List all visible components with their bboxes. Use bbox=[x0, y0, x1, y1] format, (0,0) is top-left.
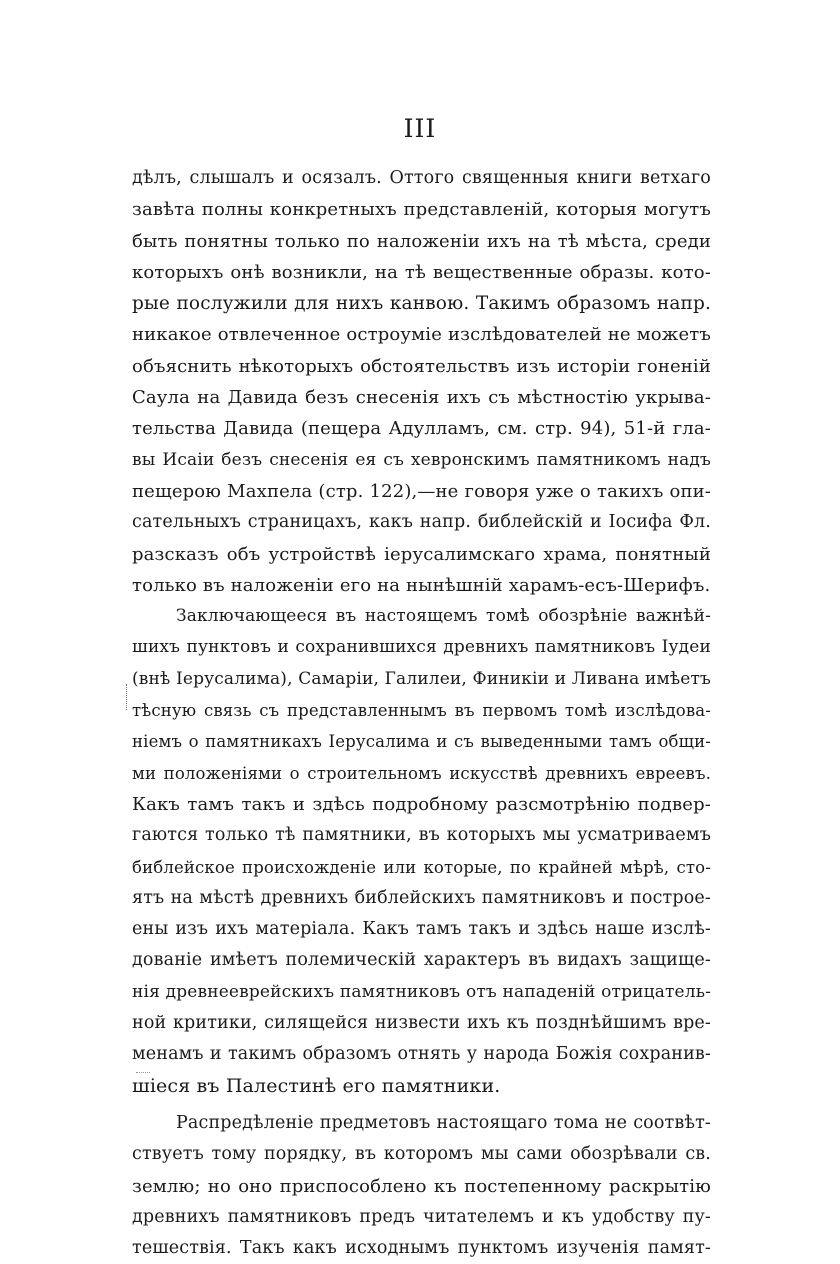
text-line: которыхъ онѣ возникли, на тѣ вещественные образы. кото- bbox=[132, 261, 711, 283]
text-line: завѣта полны конкретныхъ представленій, которыя могутъ bbox=[132, 199, 711, 221]
text-line: гаются только тѣ памятники, въ которыхъ мы усматриваемъ bbox=[132, 825, 711, 846]
print-speck bbox=[136, 1072, 150, 1081]
text-line: ены изъ ихъ матеріала. Какъ тамъ такъ и здѣсь наше изслѣ- bbox=[132, 919, 711, 940]
text-line: тѣсную связь съ представленнымъ въ первомъ томѣ изслѣдова- bbox=[132, 701, 711, 721]
text-line: шихъ пунктовъ и сохранившихся древнихъ памятниковъ Іудеи bbox=[132, 637, 711, 658]
text-line: вы Исаіи безъ снесенія ея съ хевронскимъ памятникомъ надъ bbox=[132, 449, 711, 470]
text-line: рые послужили для нихъ канвою. Такимъ образомъ напр. bbox=[132, 293, 711, 315]
text-line: (внѣ Іерусалима), Самаріи, Галилеи, Финикіи и Ливана имѣетъ bbox=[132, 668, 711, 689]
text-line: пещерою Махпела (стр. 122),—не говоря уже о такихъ опи- bbox=[132, 480, 711, 502]
text-line: Распредѣленіе предметовъ настоящаго тома не соотвѣт- bbox=[176, 1112, 711, 1133]
paragraph-3 bbox=[132, 1108, 711, 1264]
text-line: никакое отвлеченное остроуміе изслѣдователей не можетъ bbox=[132, 324, 711, 346]
text-line: тешествія. Такъ какъ исходнымъ пунктомъ изученія памят- bbox=[132, 1238, 711, 1259]
text-line: ніемъ о памятникахъ Іерусалима и съ выведенными тамъ общи- bbox=[132, 732, 711, 752]
text-line: тельства Давида (пещера Адулламъ, см. стр. 94), 51-й гла- bbox=[132, 418, 711, 440]
margin-mark bbox=[126, 684, 129, 710]
page-number: III bbox=[403, 114, 437, 143]
text-line: нія древнееврейскихъ памятниковъ отъ нападеній отрицатель- bbox=[132, 981, 711, 1002]
text-line: дѣлъ, слышалъ и осязалъ. Оттого священныя книги ветхаго bbox=[132, 168, 711, 188]
text-line: ятъ на мѣстѣ древнихъ библейскихъ памятниковъ и построе- bbox=[132, 887, 711, 908]
body-text bbox=[132, 163, 711, 1264]
paragraph-2 bbox=[132, 601, 711, 1102]
text-line: разсказъ объ устройствѣ іерусалимскаго храма, понятный bbox=[132, 543, 711, 565]
text-line: менамъ и такимъ образомъ отнять у народа Божія сохранив- bbox=[132, 1044, 711, 1065]
text-line: сательныхъ страницахъ, какъ напр. библейскій и Іосифа Фл. bbox=[132, 512, 711, 533]
text-line: только въ наложеніи его на нынѣшній харамъ-есъ-Шерифъ. bbox=[132, 574, 711, 596]
text-line: библейское происхожденіе или которые, по крайней мѣрѣ, сто- bbox=[132, 857, 711, 877]
paragraph-1 bbox=[132, 163, 711, 601]
text-line: дованіе имѣетъ полемическій характеръ въ видахъ защище- bbox=[132, 950, 711, 971]
text-line: землю; но оно приспособлено къ постепенному раскрытію bbox=[132, 1175, 711, 1197]
text-line: быть понятны только по наложеніи ихъ на тѣ мѣста, среди bbox=[132, 230, 711, 252]
text-line: ствуетъ тому порядку, въ которомъ мы сами обозрѣвали св. bbox=[132, 1144, 711, 1165]
text-line: объяснить нѣкоторыхъ обстоятельствъ изъ исторіи гоненій bbox=[132, 355, 711, 377]
text-line: шіеся въ Палестинѣ его памятники. bbox=[132, 1074, 501, 1097]
text-line: древнихъ памятниковъ предъ читателемъ и къ удобству пу- bbox=[132, 1206, 711, 1227]
text-line: ми положеніями о строительномъ искусствѣ древнихъ евреевъ. bbox=[132, 763, 711, 783]
text-line: Саула на Давида безъ снесенія ихъ съ мѣстностію укрыва- bbox=[132, 387, 711, 409]
text-line: Какъ тамъ такъ и здѣсь подробному разсмотрѣнію подвер- bbox=[132, 793, 711, 815]
text-line: Заключающееся въ настоящемъ томѣ обозрѣніе важнѣй- bbox=[176, 606, 711, 627]
text-line: ной критики, силящейся низвести ихъ къ позднѣйшимъ вре- bbox=[132, 1013, 711, 1034]
